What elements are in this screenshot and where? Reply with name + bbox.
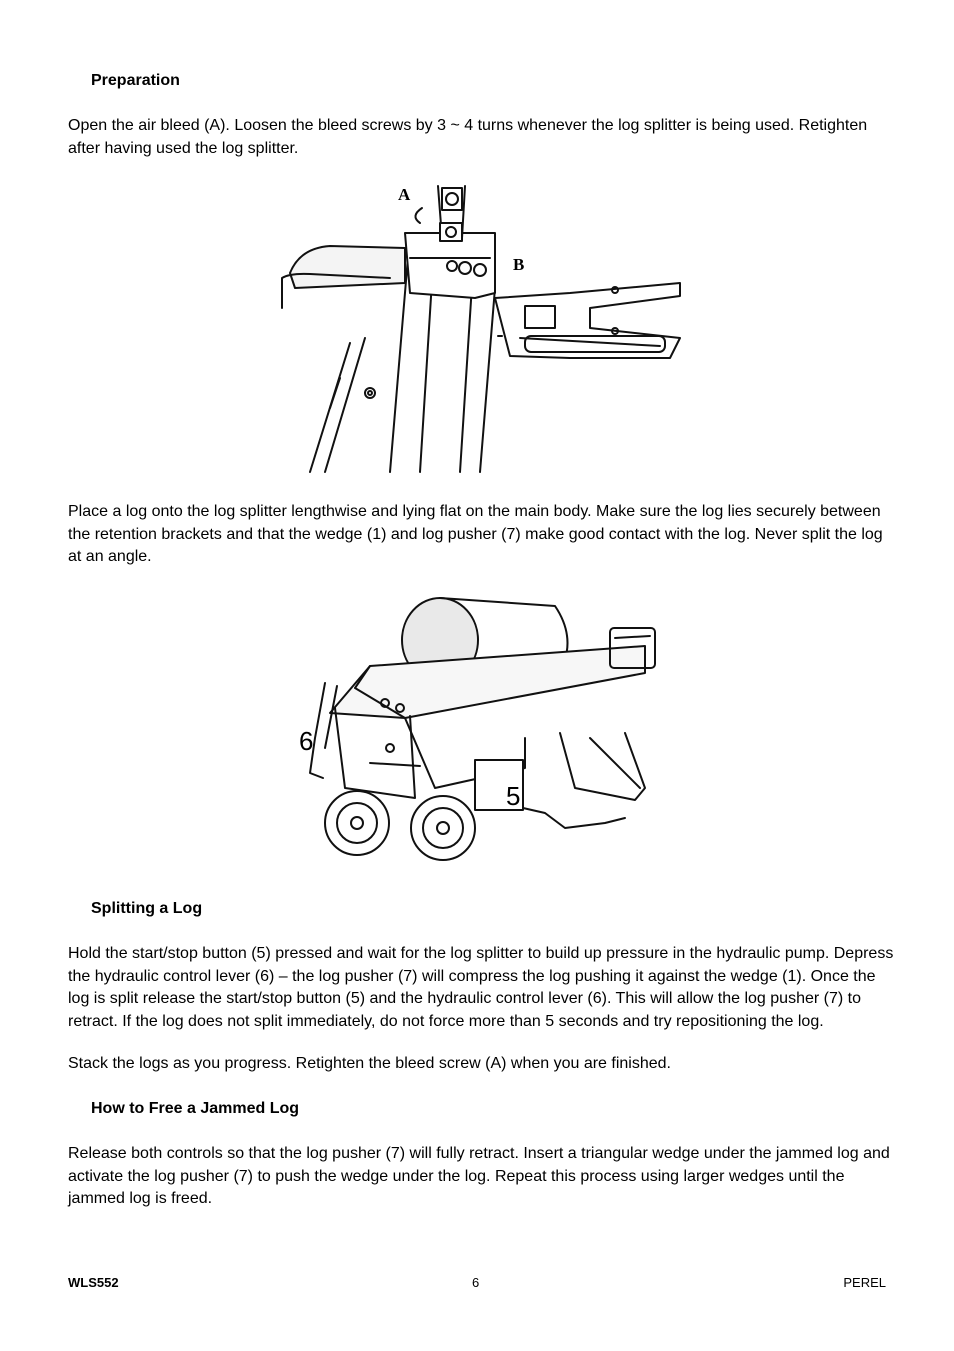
figure-log-splitter xyxy=(295,588,660,876)
label-6: 6 xyxy=(299,726,314,756)
heading-splitting-a-log: Splitting a Log xyxy=(91,900,203,917)
heading-preparation: Preparation xyxy=(91,72,180,89)
footer-brand: PEREL xyxy=(843,1275,886,1290)
label-b: B xyxy=(513,255,525,274)
paragraph-jammed: Release both controls so that the log pusher (7) will fully retract. Insert a triangular wedge under the jammed log and activate the log pusher (7) to push the wedge under the log. Repeat this process using larger wedges until the jammed log is freed. xyxy=(68,1145,890,1207)
footer-page-number: 6 xyxy=(472,1275,480,1290)
paragraph-place-log: Place a log onto the log splitter lengthwise and lying flat on the main body. Make sure the log lies securely between the retention brackets and that the wedge (1) and log pusher (7) make good contact with the log. Never split the log at an angle. xyxy=(68,503,883,565)
paragraph-stack-logs: Stack the logs as you progress. Retighten the bleed screw (A) when you are finished. xyxy=(68,1055,671,1072)
label-a: A xyxy=(398,185,411,204)
footer-model: WLS552 xyxy=(68,1275,119,1290)
figure-air-bleed xyxy=(270,178,685,474)
label-5: 5 xyxy=(506,781,521,811)
heading-free-jammed-log: How to Free a Jammed Log xyxy=(91,1100,300,1117)
paragraph-air-bleed: Open the air bleed (A). Loosen the bleed screws by 3 ~ 4 turns whenever the log splitter is being used. Retighten after having used the log splitter. xyxy=(68,117,868,157)
paragraph-splitting: Hold the start/stop button (5) pressed and wait for the log splitter to build up pressure in the hydraulic pump. Depress the hydraulic control lever (6) – the log pusher (7) will compress the log pushing it against the wedge (1). Once the log is split release the start/stop button (5) and the hydraulic control lever (6). This will allow the log pusher (7) to retract. If the log does not split immediately, do not force more than 5 seconds and try repositioning the log. xyxy=(68,945,894,1030)
